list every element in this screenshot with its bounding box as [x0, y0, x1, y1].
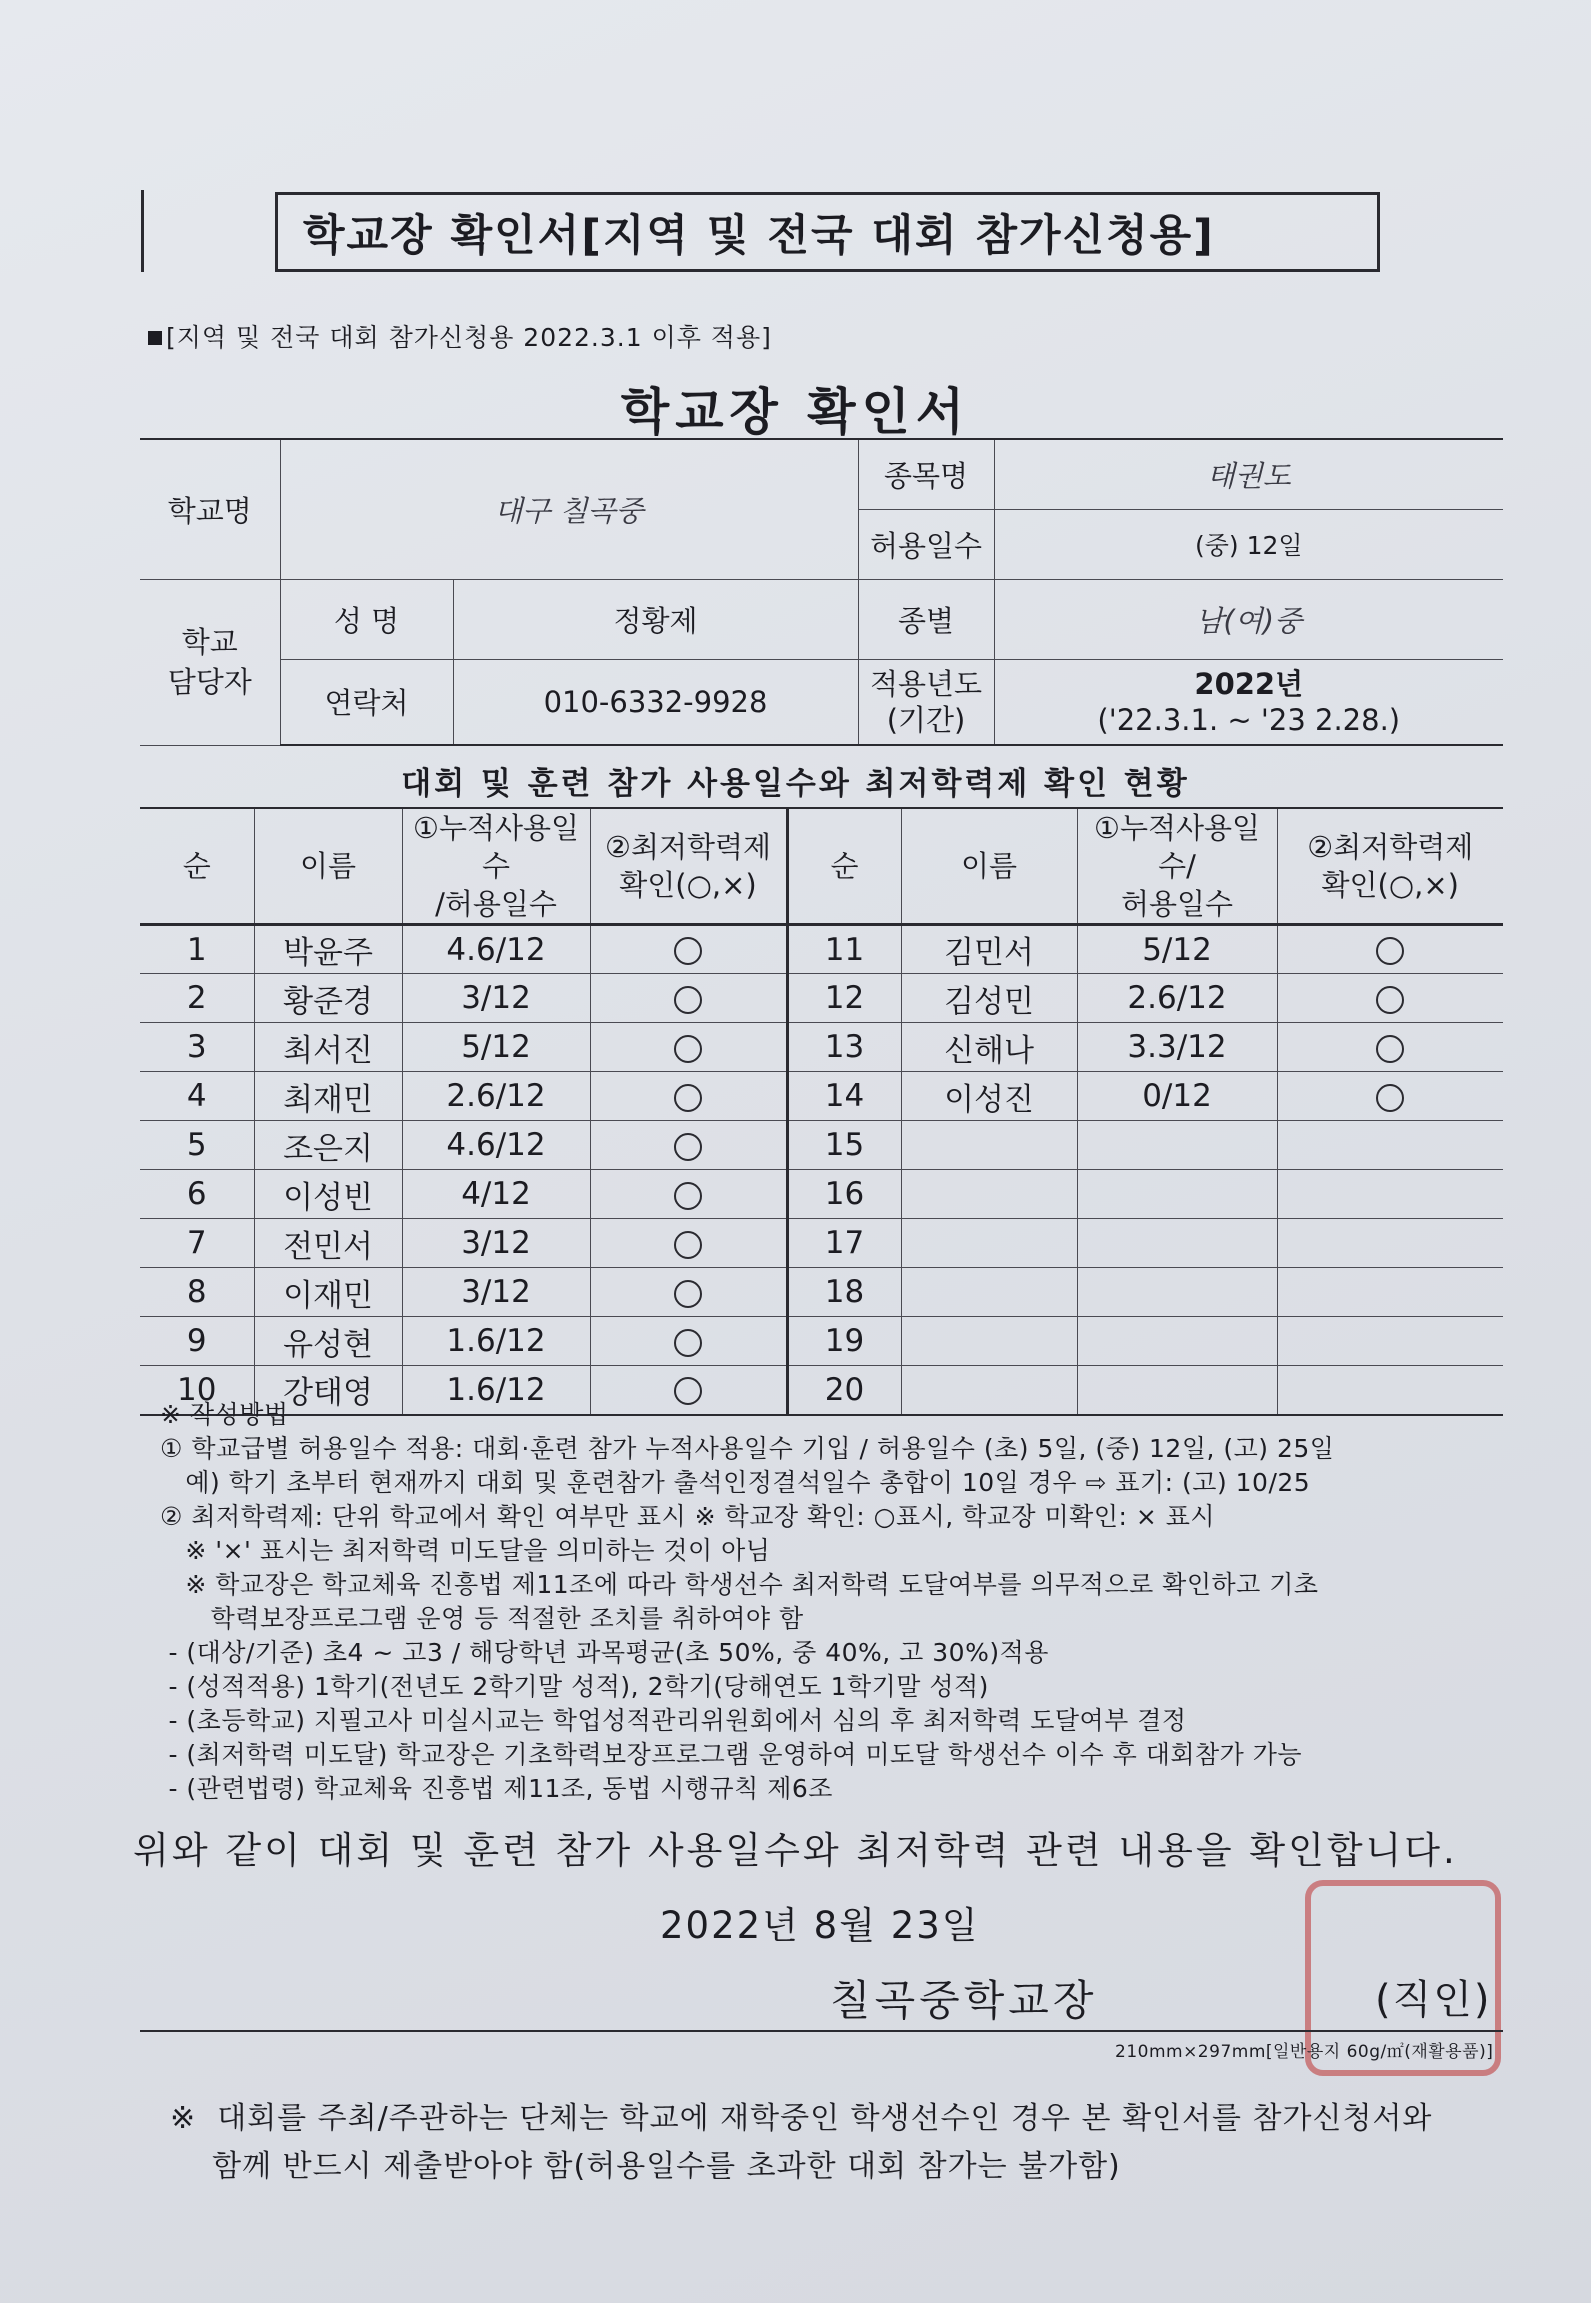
- header-days: ①누적사용일수 /허용일수: [402, 808, 590, 925]
- paper-spec: 210mm×297mm[일반용지 60g/㎡(재활용품)]: [1115, 2042, 1494, 2062]
- contact-person-label: 학교 담당자: [140, 579, 280, 745]
- row-check-right: [1277, 974, 1503, 1023]
- table-row: [140, 1121, 1503, 1170]
- row-name: 박윤주: [254, 925, 402, 974]
- table-row: [140, 925, 1503, 974]
- check-circle-icon: [1376, 1035, 1404, 1063]
- row-days-right: [1077, 1219, 1277, 1268]
- row-check-right: [1277, 1023, 1503, 1072]
- row-name: 황준경: [254, 974, 402, 1023]
- footer-line: ※ 대회를 주최/주관하는 단체는 학교에 재학중인 학생선수인 경우 본 확인서를 참가신청서와: [170, 2101, 1433, 2136]
- footer-line: 함께 반드시 제출받아야 함(허용일수를 초과한 대회 참가는 불가함): [170, 2149, 1121, 2184]
- row-days: 4.6/12: [402, 1121, 590, 1170]
- instruction-line: - (최저학력 미도달) 학교장은 기초학력보장프로그램 운영하여 미도달 학생선수 이수 후 대회참가 가능: [160, 1740, 1303, 1769]
- allowed-days-value: (중) 12일: [994, 509, 1503, 579]
- principal-title: 칠곡중학교장: [830, 1976, 1098, 2025]
- row-days-right: 2.6/12: [1077, 974, 1277, 1023]
- name-label: 성 명: [280, 579, 453, 659]
- instruction-line: 학력보장프로그램 운영 등 적절한 조치를 취하여야 함: [160, 1604, 804, 1633]
- footer-note: [170, 2095, 1432, 2191]
- header-days-right: ①누적사용일수/ 허용일수: [1077, 808, 1277, 925]
- row-days-right: [1077, 1317, 1277, 1366]
- row-name-right: [901, 1170, 1077, 1219]
- square-bullet-icon: [148, 331, 162, 345]
- row-check-right: [1277, 1219, 1503, 1268]
- table-row: [140, 974, 1503, 1023]
- row-name: 조은지: [254, 1121, 402, 1170]
- row-check: [590, 1023, 787, 1072]
- seal-label: (직인): [1375, 1977, 1492, 2023]
- row-no-right: 19: [787, 1317, 901, 1366]
- boxed-title: 학교장 확인서[지역 및 전국 대회 참가신청용]: [275, 192, 1380, 272]
- table-row: [140, 1317, 1503, 1366]
- writing-instructions: [160, 1398, 1334, 1806]
- row-check-right: [1277, 1121, 1503, 1170]
- school-value: 대구 칠곡중: [280, 439, 858, 579]
- row-no-right: 13: [787, 1023, 901, 1072]
- row-no: 2: [140, 974, 254, 1023]
- check-circle-icon: [1376, 986, 1404, 1014]
- row-days: 3/12: [402, 1219, 590, 1268]
- attendance-table: [140, 807, 1503, 1416]
- row-no: 9: [140, 1317, 254, 1366]
- name-value: 정황제: [453, 579, 858, 659]
- row-name-right: [901, 1317, 1077, 1366]
- instruction-line: - (대상/기준) 초4 ~ 고3 / 해당학년 과목평균(초 50%, 중 40%, 고 30%)적용: [160, 1638, 1049, 1667]
- issue-date: 2022년 8월 23일: [660, 1904, 980, 1947]
- row-days-right: 0/12: [1077, 1072, 1277, 1121]
- check-circle-icon: [674, 1133, 702, 1161]
- row-name: 유성현: [254, 1317, 402, 1366]
- check-circle-icon: [674, 1280, 702, 1308]
- row-days-right: [1077, 1121, 1277, 1170]
- instruction-line: ※ 작성방법: [160, 1400, 289, 1429]
- instruction-line: - (초등학교) 지필고사 미실시교는 학업성적관리위원회에서 심의 후 최저학력 도달여부 결정: [160, 1706, 1187, 1735]
- phone-value: 010-6332-9928: [453, 659, 858, 745]
- row-days: 2.6/12: [402, 1072, 590, 1121]
- row-name: 이재민: [254, 1268, 402, 1317]
- row-check-right: [1277, 1072, 1503, 1121]
- row-check-right: [1277, 1317, 1503, 1366]
- header-check-right: ②최저학력제 확인(○,×): [1277, 808, 1503, 925]
- row-no-right: 16: [787, 1170, 901, 1219]
- row-days: 4.6/12: [402, 925, 590, 974]
- row-no: 5: [140, 1121, 254, 1170]
- row-check: [590, 1121, 787, 1170]
- table-row: [140, 1219, 1503, 1268]
- type-value: 남(여)중: [994, 579, 1503, 659]
- row-days: 5/12: [402, 1023, 590, 1072]
- attendance-rows: [140, 925, 1503, 1415]
- instruction-line: ① 학교급별 허용일수 적용: 대회·훈련 참가 누적사용일수 기입 / 허용일수 (초) 5일, (중) 12일, (고) 25일: [160, 1434, 1335, 1463]
- applicability-note: [148, 318, 772, 354]
- header-name-right: 이름: [901, 808, 1077, 925]
- sport-value: 태권도: [994, 439, 1503, 509]
- year-cell: [994, 659, 1503, 745]
- document-title: 학교장 확인서: [620, 383, 971, 441]
- row-name: 강태영: [254, 1366, 402, 1415]
- row-name-right: 신해나: [901, 1023, 1077, 1072]
- school-label: 학교명: [140, 439, 280, 579]
- check-circle-icon: [1376, 937, 1404, 965]
- instruction-line: - (관련법령) 학교체육 진흥법 제11조, 동법 시행규칙 제6조: [160, 1774, 833, 1803]
- row-check: [590, 1072, 787, 1121]
- row-name: 최재민: [254, 1072, 402, 1121]
- row-check: [590, 1170, 787, 1219]
- check-circle-icon: [674, 1084, 702, 1112]
- row-check: [590, 1219, 787, 1268]
- row-name-right: [901, 1121, 1077, 1170]
- header-no-right: 순: [787, 808, 901, 925]
- row-name: 전민서: [254, 1219, 402, 1268]
- row-days: 3/12: [402, 1268, 590, 1317]
- row-no-right: 15: [787, 1121, 901, 1170]
- row-name: 이성빈: [254, 1170, 402, 1219]
- instruction-line: - (성적적용) 1학기(전년도 2학기말 성적), 2학기(당해연도 1학기말 성적): [160, 1672, 989, 1701]
- row-no: 1: [140, 925, 254, 974]
- year-value: 2022년: [1194, 666, 1304, 701]
- row-no-right: 18: [787, 1268, 901, 1317]
- row-check-right: [1277, 1170, 1503, 1219]
- row-days-right: [1077, 1170, 1277, 1219]
- check-circle-icon: [674, 986, 702, 1014]
- instruction-line: 예) 학기 초부터 현재까지 대회 및 훈련참가 출석인정결석일수 총합이 10일 경우 ⇨ 표기: (고) 10/25: [160, 1468, 1311, 1497]
- sport-label: 종목명: [858, 439, 994, 509]
- table-row: [140, 1072, 1503, 1121]
- row-no: 6: [140, 1170, 254, 1219]
- bottom-rule: [140, 2030, 1503, 2032]
- row-name: 최서진: [254, 1023, 402, 1072]
- row-no-right: 14: [787, 1072, 901, 1121]
- table-row: [140, 1023, 1503, 1072]
- row-check: [590, 925, 787, 974]
- row-no: 3: [140, 1023, 254, 1072]
- instruction-line: ② 최저학력제: 단위 학교에서 확인 여부만 표시 ※ 학교장 확인: ○표시, 학교장 미확인: × 표시: [160, 1502, 1216, 1531]
- header-check: ②최저학력제 확인(○,×): [590, 808, 787, 925]
- row-days: 1.6/12: [402, 1366, 590, 1415]
- row-check: [590, 1317, 787, 1366]
- confirmation-statement: 위와 같이 대회 및 훈련 참가 사용일수와 최저학력 관련 내용을 확인합니다.: [133, 1829, 1458, 1872]
- instruction-line: ※ 학교장은 학교체육 진흥법 제11조에 따라 학생선수 최저학력 도달여부를 의무적으로 확인하고 기초: [160, 1570, 1319, 1599]
- row-days-right: 5/12: [1077, 925, 1277, 974]
- check-circle-icon: [674, 1231, 702, 1259]
- row-name-right: 이성진: [901, 1072, 1077, 1121]
- row-check-right: [1277, 1268, 1503, 1317]
- info-table: [140, 438, 1503, 746]
- row-name-right: [901, 1268, 1077, 1317]
- row-no-right: 11: [787, 925, 901, 974]
- row-check-right: [1277, 925, 1503, 974]
- check-circle-icon: [1376, 1084, 1404, 1112]
- row-no-right: 12: [787, 974, 901, 1023]
- check-circle-icon: [674, 937, 702, 965]
- table-row: [140, 1170, 1503, 1219]
- year-label: 적용년도 (기간): [858, 659, 994, 745]
- header-no: 순: [140, 808, 254, 925]
- row-no-right: 17: [787, 1219, 901, 1268]
- header-name: 이름: [254, 808, 402, 925]
- allowed-days-label: 허용일수: [858, 509, 994, 579]
- row-no: 10: [140, 1366, 254, 1415]
- row-days: 3/12: [402, 974, 590, 1023]
- check-circle-icon: [674, 1182, 702, 1210]
- row-name-right: [901, 1219, 1077, 1268]
- row-days-right: 3.3/12: [1077, 1023, 1277, 1072]
- phone-label: 연락처: [280, 659, 453, 745]
- row-no: 8: [140, 1268, 254, 1317]
- row-check: [590, 974, 787, 1023]
- margin-rule: [141, 190, 144, 272]
- row-name-right: 김민서: [901, 925, 1077, 974]
- row-name-right: 김성민: [901, 974, 1077, 1023]
- row-no: 7: [140, 1219, 254, 1268]
- row-days: 1.6/12: [402, 1317, 590, 1366]
- row-check: [590, 1268, 787, 1317]
- applicability-note-text: [지역 및 전국 대회 참가신청용 2022.3.1 이후 적용]: [166, 323, 772, 352]
- row-no-right: 20: [787, 1366, 901, 1415]
- section-title: 대회 및 훈련 참가 사용일수와 최저학력제 확인 현황: [401, 766, 1190, 802]
- table-row: [140, 1268, 1503, 1317]
- check-circle-icon: [674, 1035, 702, 1063]
- type-label: 종별: [858, 579, 994, 659]
- check-circle-icon: [674, 1329, 702, 1357]
- instruction-line: ※ '×' 표시는 최저학력 미도달을 의미하는 것이 아님: [160, 1536, 771, 1565]
- row-days-right: [1077, 1268, 1277, 1317]
- row-days: 4/12: [402, 1170, 590, 1219]
- period-value: ('22.3.1. ~ '23 2.28.): [1097, 702, 1401, 737]
- row-no: 4: [140, 1072, 254, 1121]
